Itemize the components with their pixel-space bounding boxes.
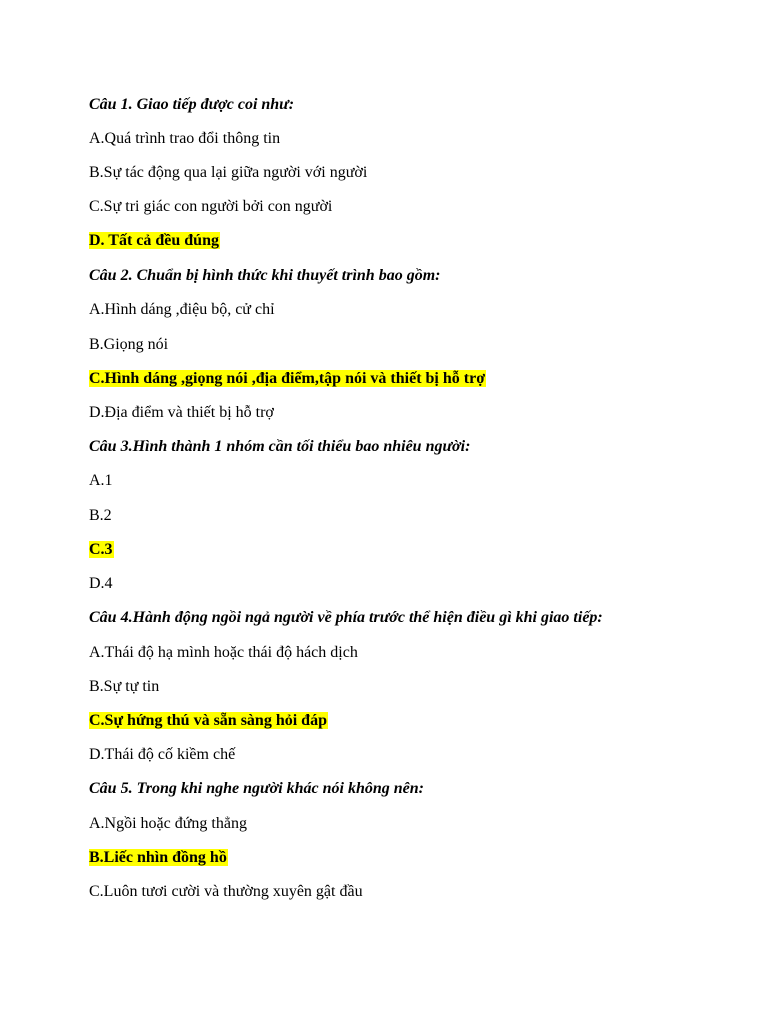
correct-answer-highlight: D. Tất cả đều đúng (89, 232, 219, 249)
option-text: A.Thái độ hạ mình hoặc thái độ hách dịch (89, 644, 358, 661)
question-5-title (89, 778, 424, 800)
correct-answer-highlight: C.Sự hứng thú và sẵn sàng hỏi đáp (89, 712, 327, 729)
correct-answer-highlight: C.Hình dáng ,giọng nói ,địa điểm,tập nói và thiết bị hỗ trợ (89, 370, 486, 387)
question-3-title (89, 436, 470, 458)
question-2-option-d (89, 402, 274, 424)
question-1-option-b (89, 162, 367, 184)
question-5-option-c (89, 881, 363, 903)
option-text: B.2 (89, 507, 112, 524)
question-text: Câu 1. Giao tiếp được coi như: (89, 96, 295, 113)
question-1-option-a (89, 128, 280, 150)
option-text: A.1 (89, 472, 113, 489)
option-text: C.Luôn tươi cười và thường xuyên gật đầu (89, 883, 363, 900)
question-text: Câu 4.Hành động ngồi ngả người về phía trước thể hiện điều gì khi giao tiếp: (89, 609, 603, 626)
question-1-option-d-correct (89, 230, 220, 252)
option-text: D.Địa điểm và thiết bị hỗ trợ (89, 404, 274, 421)
question-text: Câu 3.Hình thành 1 nhóm cần tối thiểu bao nhiêu người: (89, 438, 471, 455)
question-2-option-c-correct (89, 368, 486, 390)
question-3-option-b (89, 505, 112, 527)
question-4-title (89, 607, 603, 629)
question-text: Câu 2. Chuẩn bị hình thức khi thuyết trình bao gồm: (89, 267, 441, 284)
question-4-option-b (89, 676, 159, 698)
option-text: B.Sự tự tin (89, 678, 160, 695)
option-text: B.Sự tác động qua lại giữa người với người (89, 164, 368, 181)
question-1-option-c (89, 196, 332, 218)
question-1-title (89, 94, 294, 116)
option-text: D.Thái độ cố kiềm chế (89, 746, 236, 763)
question-text: Câu 5. Trong khi nghe người khác nói không nên: (89, 780, 424, 797)
question-3-option-d (89, 573, 113, 595)
option-text: D.4 (89, 575, 113, 592)
option-text: C.Sự tri giác con người bởi con người (89, 198, 333, 215)
option-text: A.Ngồi hoặc đứng thẳng (89, 815, 247, 832)
question-4-option-c-correct (89, 710, 328, 732)
correct-answer-highlight: B.Liếc nhìn đồng hồ (89, 849, 227, 866)
question-5-option-b-correct (89, 847, 228, 869)
option-text: B.Giọng nói (89, 336, 169, 353)
question-2-option-b (89, 334, 168, 356)
option-text: A.Hình dáng ,điệu bộ, cử chỉ (89, 301, 275, 318)
question-4-option-a (89, 642, 358, 664)
option-text: A.Quá trình trao đổi thông tin (89, 130, 281, 147)
question-2-title (89, 265, 440, 287)
question-3-option-a (89, 470, 113, 492)
question-3-option-c-correct (89, 539, 114, 561)
question-5-option-a (89, 813, 247, 835)
question-4-option-d (89, 744, 235, 766)
correct-answer-highlight: C.3 (89, 541, 113, 558)
question-2-option-a (89, 299, 275, 321)
